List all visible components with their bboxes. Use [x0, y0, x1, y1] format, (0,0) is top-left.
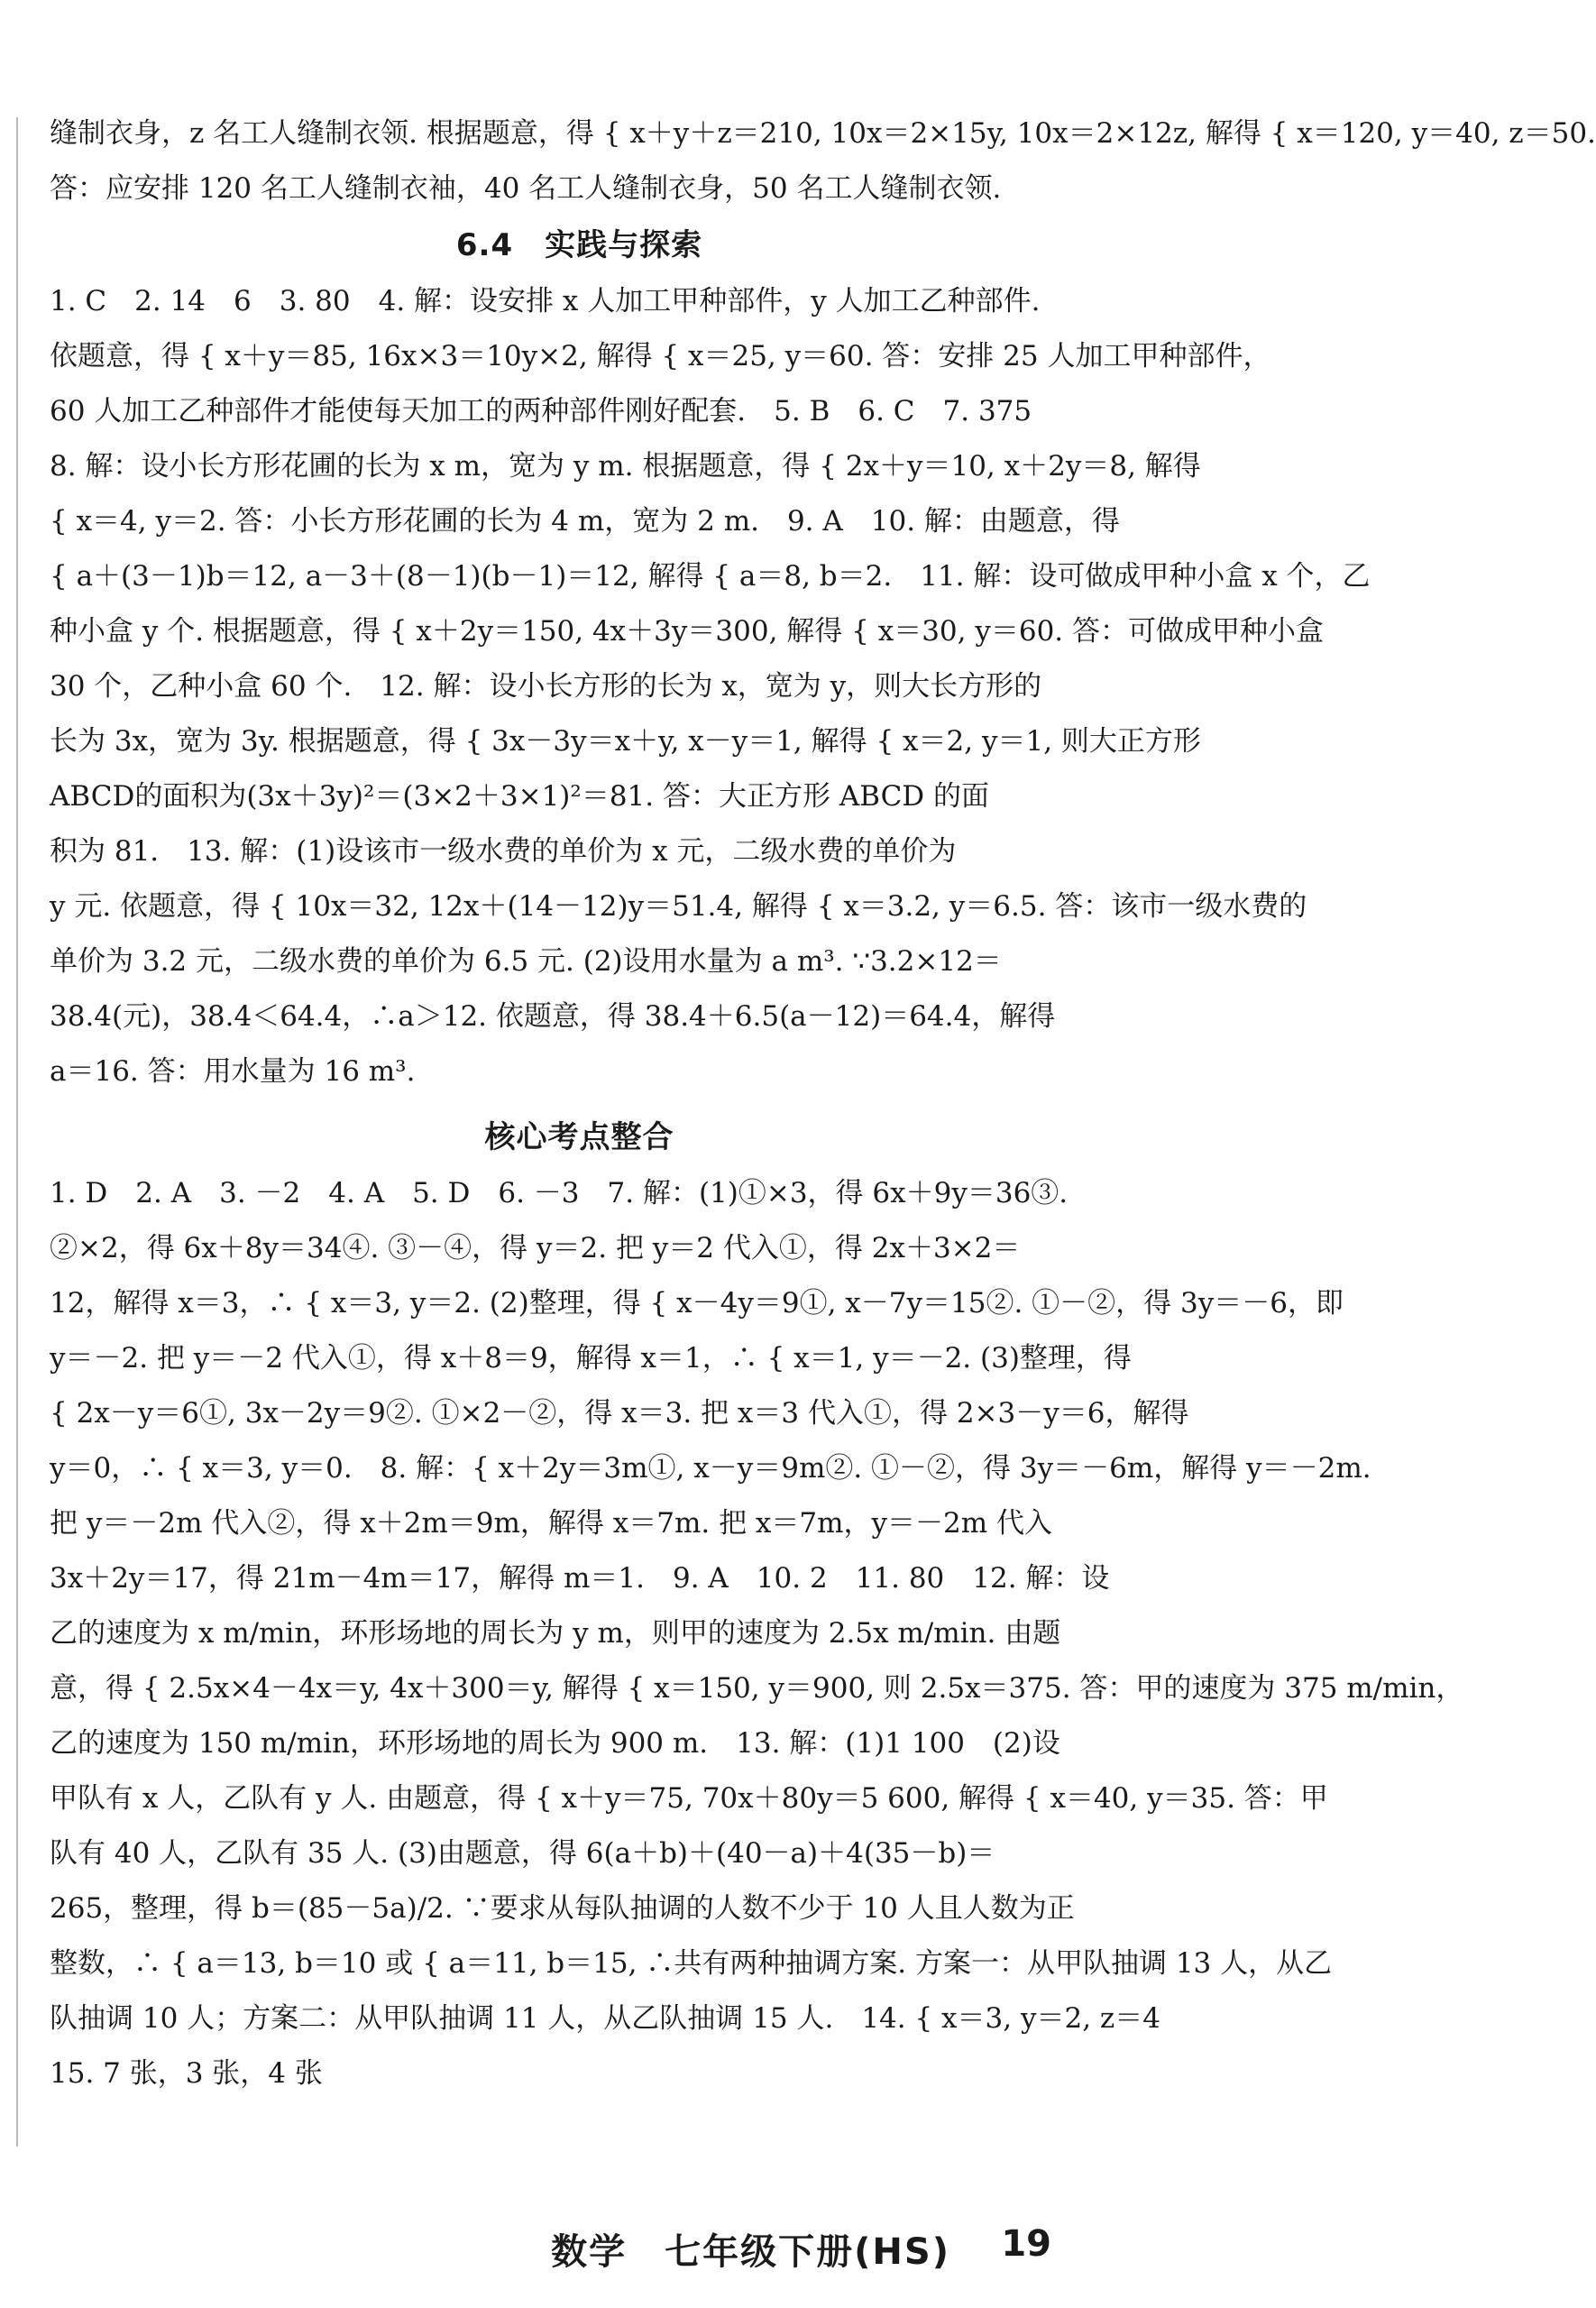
text-line: 缝制衣身，z 名工人缝制衣领. 根据题意，得 { x＋y＋z＝210, 10x＝2×15y, 10x＝2×12z, 解得 { x＝120, y＝40, z＝50.	[50, 117, 1596, 150]
text-line: 3x＋2y＝17，得 21m－4m＝17，解得 m＝1. 9. A 10. 2 11. 80 12. 解：设	[50, 1562, 1110, 1595]
text-line: 意，得 { 2.5x×4－4x＝y, 4x＋300＝y, 解得 { x＝150, y＝900, 则 2.5x＝375. 答：甲的速度为 375 m/min，	[50, 1672, 1464, 1705]
text-line: 乙的速度为 x m/min，环形场地的周长为 y m，则甲的速度为 2.5x m/min. 由题	[50, 1617, 1061, 1650]
text-line: 265，整理，得 b＝(85－5a)/2. ∵要求从每队抽调的人数不少于 10 人且人数为正	[50, 1892, 1075, 1925]
text-line: 把 y＝－2m 代入②，得 x＋2m＝9m，解得 x＝7m. 把 x＝7m，y＝－2m 代入	[50, 1507, 1053, 1540]
text-line: 30 个，乙种小盒 60 个. 12. 解：设小长方形的长为 x，宽为 y，则大长方形的	[50, 670, 1042, 703]
text-line: 答：应安排 120 名工人缝制衣袖，40 名工人缝制衣身，50 名工人缝制衣领.	[50, 172, 1002, 205]
text-line: 单价为 3.2 元，二级水费的单价为 6.5 元. (2)设用水量为 a m³. ∵3.2×12＝	[50, 945, 1002, 978]
text-line: 队抽调 10 人；方案二：从甲队抽调 11 人，从乙队抽调 15 人. 14. { x＝3, y＝2, z＝4	[50, 2002, 1160, 2035]
text-line: 12，解得 x＝3，∴ { x＝3, y＝2. (2)整理，得 { x－4y＝9①, x－7y＝15②. ①－②，得 3y＝－6，即	[50, 1287, 1344, 1320]
text-line: y＝0，∴ { x＝3, y＝0. 8. 解：{ x＋2y＝3m①, x－y＝9m②. ①－②，得 3y＝－6m，解得 y＝－2m.	[50, 1452, 1371, 1485]
text-line: ABCD的面积为(3x＋3y)²＝(3×2＋3×1)²＝81. 答：大正方形 ABCD 的面	[50, 780, 990, 813]
block-6-4	[50, 274, 1371, 1099]
text-line: 1. D 2. A 3. －2 4. A 5. D 6. －3 7. 解：(1)①×3，得 6x＋9y＝36③.	[50, 1177, 1069, 1209]
text-line: { a＋(3－1)b＝12, a－3＋(8－1)(b－1)＝12, 解得 { a＝8, b＝2. 11. 解：设可做成甲种小盒 x 个，乙	[50, 560, 1371, 593]
text-line: { x＝4, y＝2. 答：小长方形花圃的长为 4 m，宽为 2 m. 9. A 10. 解：由题意，得	[50, 505, 1120, 538]
text-line: a＝16. 答：用水量为 16 m³.	[50, 1055, 416, 1088]
block-core	[50, 1166, 1464, 2101]
text-line: y 元. 依题意，得 { 10x＝32, 12x＋(14－12)y＝51.4, 解得 { x＝3.2, y＝6.5. 答：该市一级水费的	[50, 890, 1307, 923]
page-number: 19	[1001, 2223, 1051, 2265]
text-line: 长为 3x，宽为 3y. 根据题意，得 { 3x－3y＝x＋y, x－y＝1, 解得 { x＝2, y＝1, 则大正方形	[50, 725, 1201, 758]
text-line: 乙的速度为 150 m/min，环形场地的周长为 900 m. 13. 解：(1)1 100 (2)设	[50, 1727, 1060, 1760]
answer-page	[50, 106, 1596, 2101]
text-line: 15. 7 张，3 张，4 张	[50, 2057, 323, 2090]
footer-label: 数学 七年级下册(HS)	[551, 2231, 950, 2273]
text-line: { 2x－y＝6①, 3x－2y＝9②. ①×2－②，得 x＝3. 把 x＝3 代入①，得 2×3－y＝6，解得	[50, 1397, 1189, 1430]
text-line: 积为 81. 13. 解：(1)设该市一级水费的单价为 x 元，二级水费的单价为	[50, 835, 957, 868]
text-line: ②×2，得 6x＋8y＝34④. ③－④，得 y＝2. 把 y＝2 代入①，得 2x＋3×2＝	[50, 1232, 1021, 1264]
section-heading-6-4: 6.4 实践与探索	[455, 227, 703, 263]
margin-rule	[16, 117, 18, 2147]
text-line: y＝－2. 把 y＝－2 代入①，得 x＋8＝9，解得 x＝1，∴ { x＝1, y＝－2. (3)整理，得	[50, 1342, 1132, 1375]
text-line: 队有 40 人，乙队有 35 人. (3)由题意，得 6(a＋b)＋(40－a)＋4(35－b)＝	[50, 1837, 995, 1870]
text-line: 1. C 2. 14 6 3. 80 4. 解：设安排 x 人加工甲种部件，y 人加工乙种部件.	[50, 285, 1041, 317]
text-line: 种小盒 y 个. 根据题意，得 { x＋2y＝150, 4x＋3y＝300, 解得 { x＝30, y＝60. 答：可做成甲种小盒	[50, 615, 1325, 648]
text-line: 甲队有 x 人，乙队有 y 人. 由题意，得 { x＋y＝75, 70x＋80y＝5 600, 解得 { x＝40, y＝35. 答：甲	[50, 1782, 1328, 1815]
text-line: 38.4(元)，38.4＜64.4，∴a＞12. 依题意，得 38.4＋6.5(a－12)＝64.4，解得	[50, 1000, 1056, 1033]
text-line: 8. 解：设小长方形花圃的长为 x m，宽为 y m. 根据题意，得 { 2x＋y＝10, x＋2y＝8, 解得	[50, 450, 1201, 483]
section-heading-core: 核心考点整合	[484, 1119, 674, 1155]
text-line: 整数，∴ { a＝13, b＝10 或 { a＝11, b＝15, ∴共有两种抽调方案. 方案一：从甲队抽调 13 人，从乙	[50, 1947, 1333, 1980]
block-top	[50, 106, 1596, 216]
text-line: 60 人加工乙种部件才能使每天加工的两种部件刚好配套. 5. B 6. C 7. 375	[50, 395, 1032, 428]
text-line: 依题意，得 { x＋y＝85, 16x×3＝10y×2, 解得 { x＝25, y＝60. 答：安排 25 人加工甲种部件，	[50, 340, 1271, 372]
